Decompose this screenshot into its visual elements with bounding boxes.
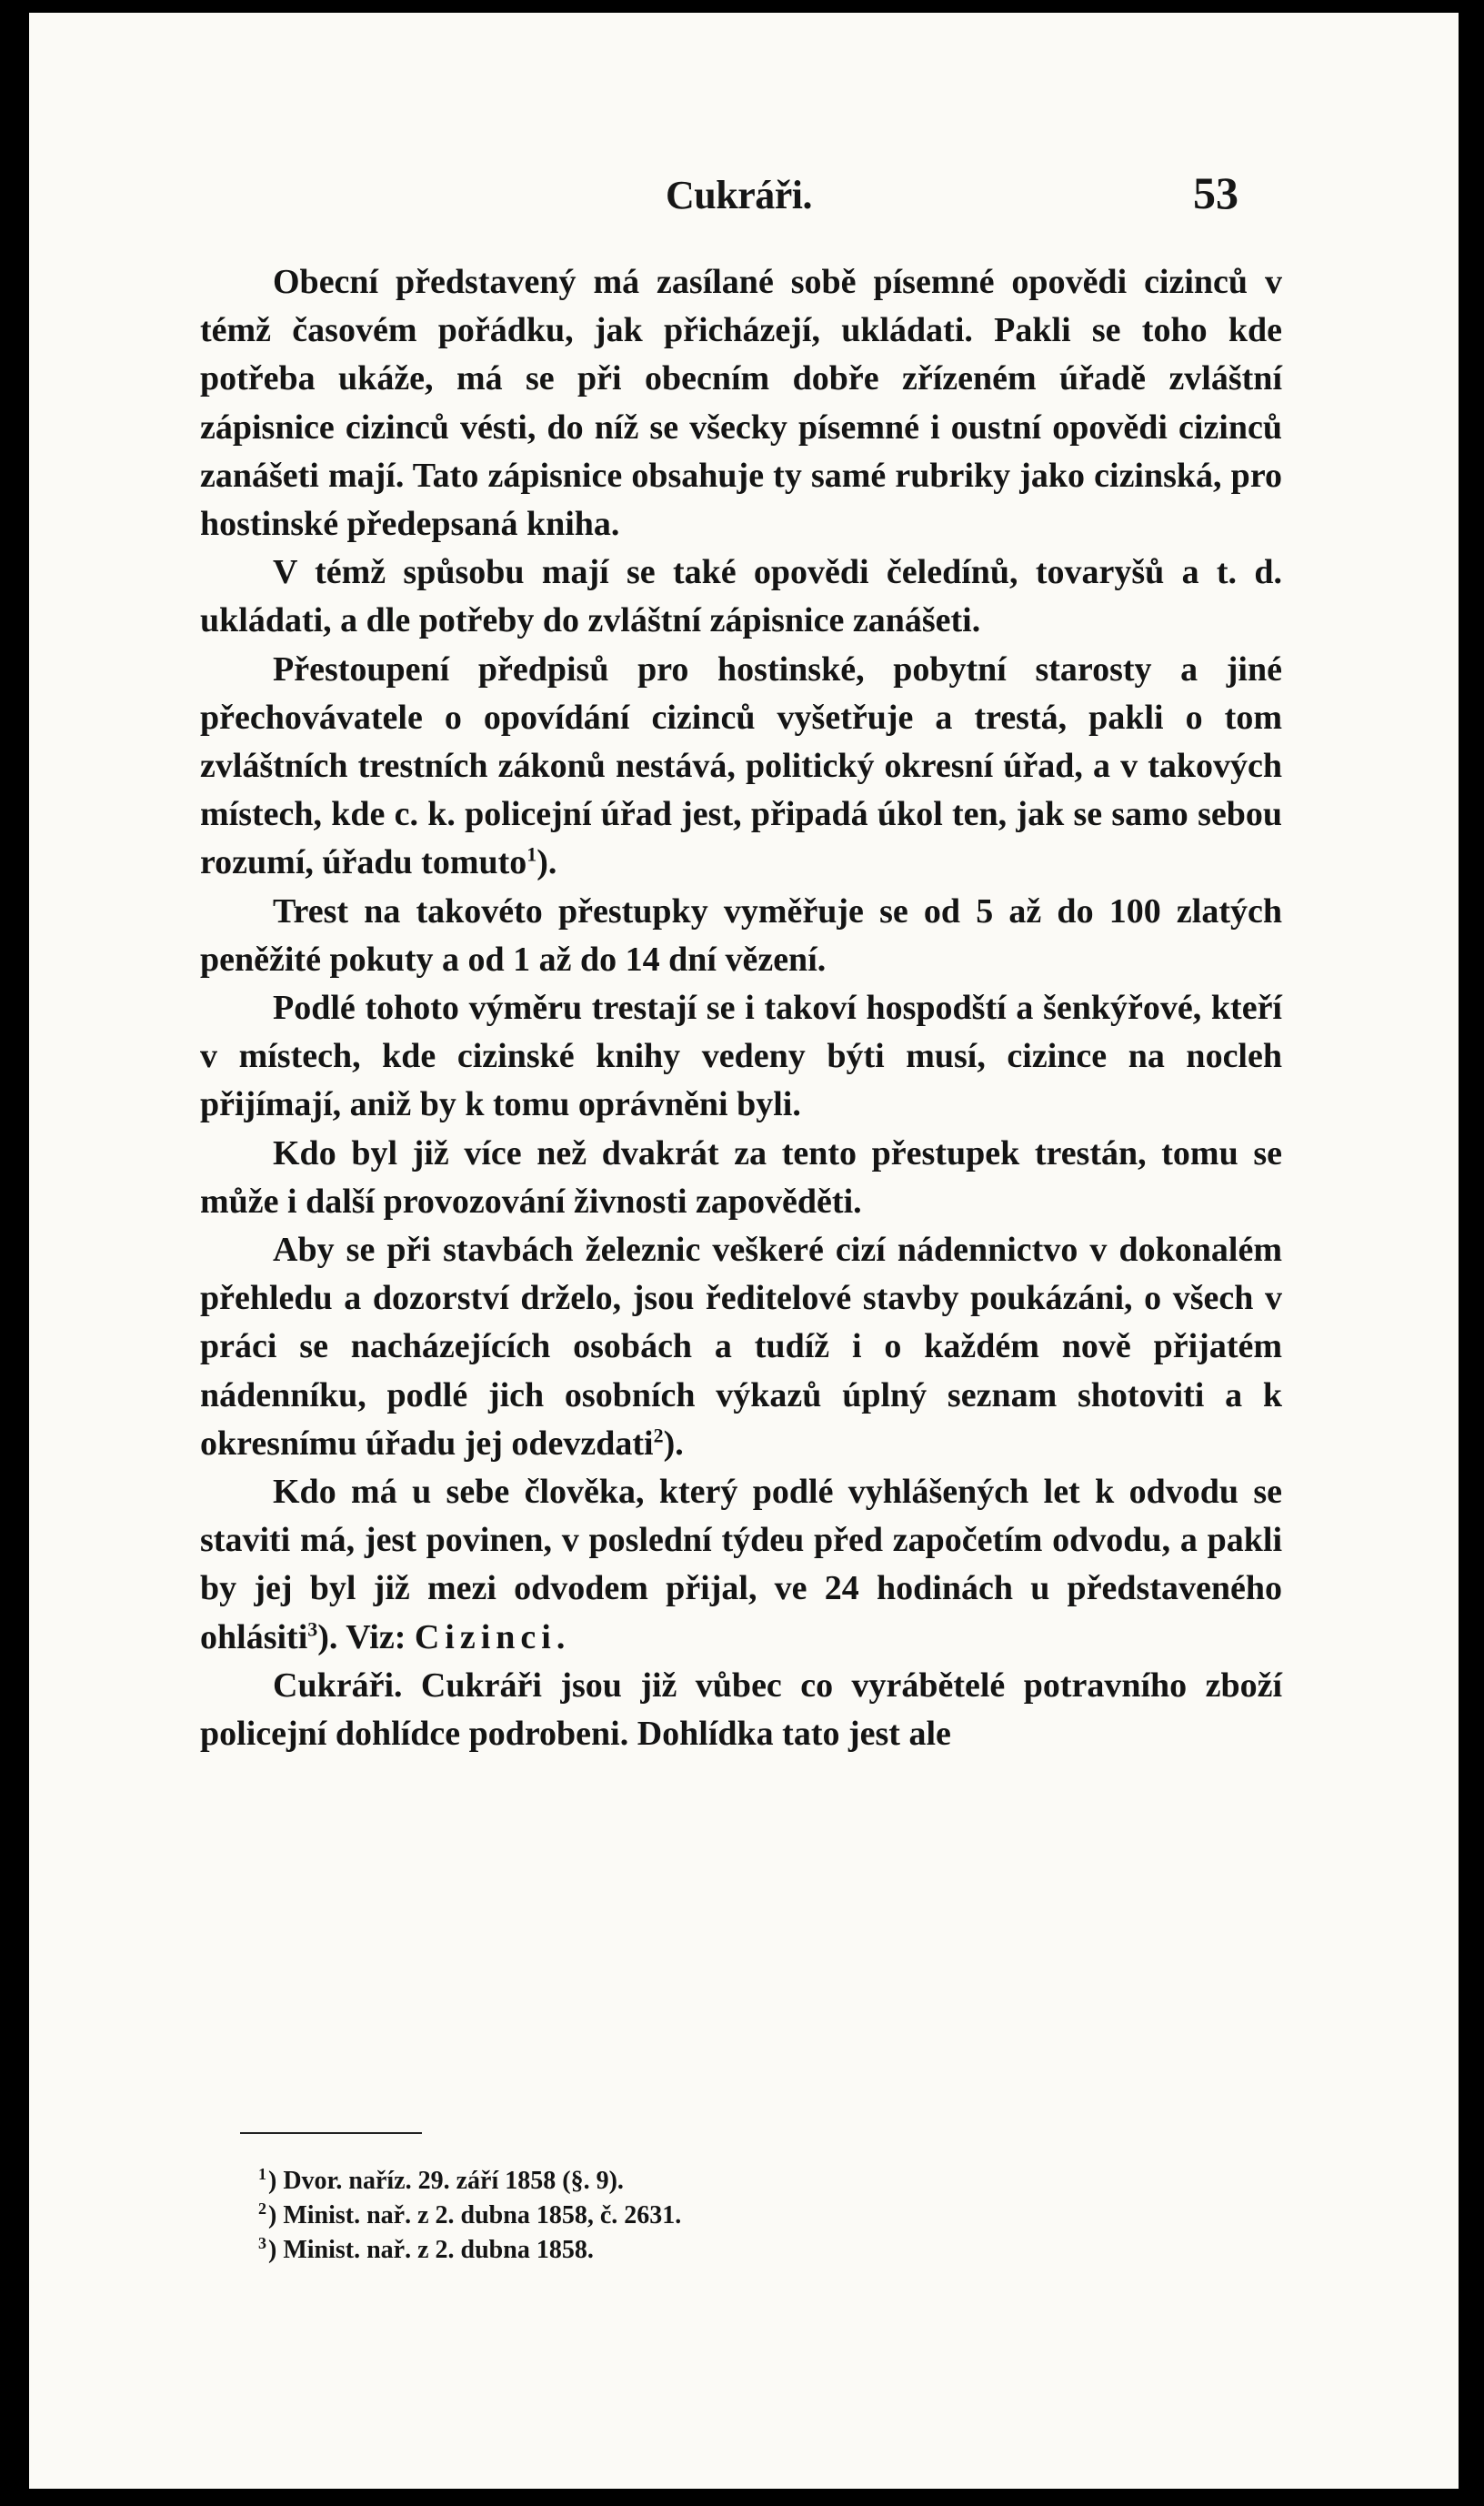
body-text <box>200 258 1282 1758</box>
footnote-text: Minist. nař. z 2. dubna 1858. <box>283 2236 594 2264</box>
footnote <box>258 2199 1077 2233</box>
paragraph-text: Cukráři jsou již vůbec co vyrábětelé potravního zboží policejní dohlídce podrobeni. Dohlídka tato jest ale <box>200 1666 1283 1754</box>
paragraph <box>200 646 1282 888</box>
cross-reference-label: Viz: <box>346 1617 406 1656</box>
paragraph: Obecní představený má zasílané sobě písemné opovědi cizinců v témž časovém pořádku, jak přicházejí, ukládati. Pakli se toho kde potřeba ukáže, má se při obecním dobře zřízeném úřadě zvláštní zápisnice cizinců vésti, do níž se všecky písemné i oustní opovědi cizinců zanášeti mají. Tato zápisnice obsahuje ty samé rubriky jako cizinská, pro hostinské předepsaná kniha. <box>200 263 1282 544</box>
footnote-number: 1 <box>258 2164 266 2183</box>
footnote-ref: 1 <box>526 842 537 866</box>
footnote-paren: ) <box>268 2236 277 2264</box>
paragraph <box>200 1226 1282 1468</box>
book-page <box>29 13 1459 2489</box>
footnote-ref-close: ). <box>663 1424 684 1463</box>
paragraph: Kdo byl již více než dvakrát za tento přestupek trestán, tomu se může i další provozování živnosti zapověděti. <box>200 1133 1282 1221</box>
paragraph-text: Kdo má u sebe člověka, který podlé vyhlášených let k odvodu se staviti má, jest povinen, v poslední týdeu před započetím odvodu, a pakli by jej byl již mezi odvodem přijal, ve 24 hodinách u představeného ohlásiti <box>200 1473 1282 1656</box>
paragraph <box>200 1468 1282 1662</box>
cross-reference-target: Cizinci. <box>414 1617 571 1656</box>
footnote-rule <box>240 2132 422 2134</box>
footnote <box>258 2233 1077 2268</box>
entry-term: Cukráři. <box>273 1666 403 1705</box>
footnote-ref: 3 <box>307 1617 318 1641</box>
running-title: Cukráři. <box>666 173 812 217</box>
paragraph: Podlé tohoto výměru trestají se i takoví hospodští a šenkýřové, kteří v místech, kde cizinské knihy vedeny býti musí, cizince na nocleh přijímají, aniž by k tomu oprávněni byli. <box>200 989 1282 1124</box>
footnote-text: Dvor. naříz. 29. září 1858 (§. 9). <box>283 2167 624 2195</box>
footnote-number: 2 <box>258 2199 266 2218</box>
page-header <box>29 167 1459 226</box>
footnote-ref: 2 <box>653 1424 664 1447</box>
footnote-paren: ) <box>268 2201 277 2229</box>
paragraph: V témž spůsobu mají se také opovědi čeledínů, tovaryšů a t. d. ukládati, a dle potřeby do zvláštní zápisnice zanášeti. <box>200 553 1282 640</box>
footnotes <box>258 2164 1077 2268</box>
paragraph-text: Aby se při stavbách železnic veškeré cizí nádennictvo v dokonalém přehledu a dozorství drželo, jsou ředitelové stavby poukázáni, o všech v práci se nacházejících osobách a tudíž i o každém nově přijatém nádenníku, podlé jich osobních výkazů úplný seznam shotoviti a k okresnímu úřadu jej odevzdati <box>200 1231 1282 1463</box>
page-number: 53 <box>1193 167 1238 218</box>
paragraph-text: Přestoupení předpisů pro hostinské, pobytní starosty a jiné přechovávatele o opovídání cizinců vyšetřuje a trestá, pakli o tom zvláštních trestních zákonů nestává, politický okresní úřad, a v takových místech, kde c. k. policejní úřad jest, připadá úkol ten, jak se samo sebou rozumí, úřadu tomuto <box>200 649 1282 882</box>
footnote-number: 3 <box>258 2233 266 2252</box>
footnote-text: Minist. nař. z 2. dubna 1858, č. 2631. <box>283 2201 682 2229</box>
paragraph: Trest na takovéto přestupky vyměřuje se od 5 až do 100 zlatých peněžité pokuty a od 1 až do 14 dní vězení. <box>200 891 1282 979</box>
footnote-paren: ) <box>268 2167 277 2195</box>
footnote-ref-close: ). <box>317 1617 338 1656</box>
paragraph <box>200 1662 1282 1758</box>
footnote-ref-close: ). <box>536 843 557 882</box>
footnote <box>258 2164 1077 2199</box>
